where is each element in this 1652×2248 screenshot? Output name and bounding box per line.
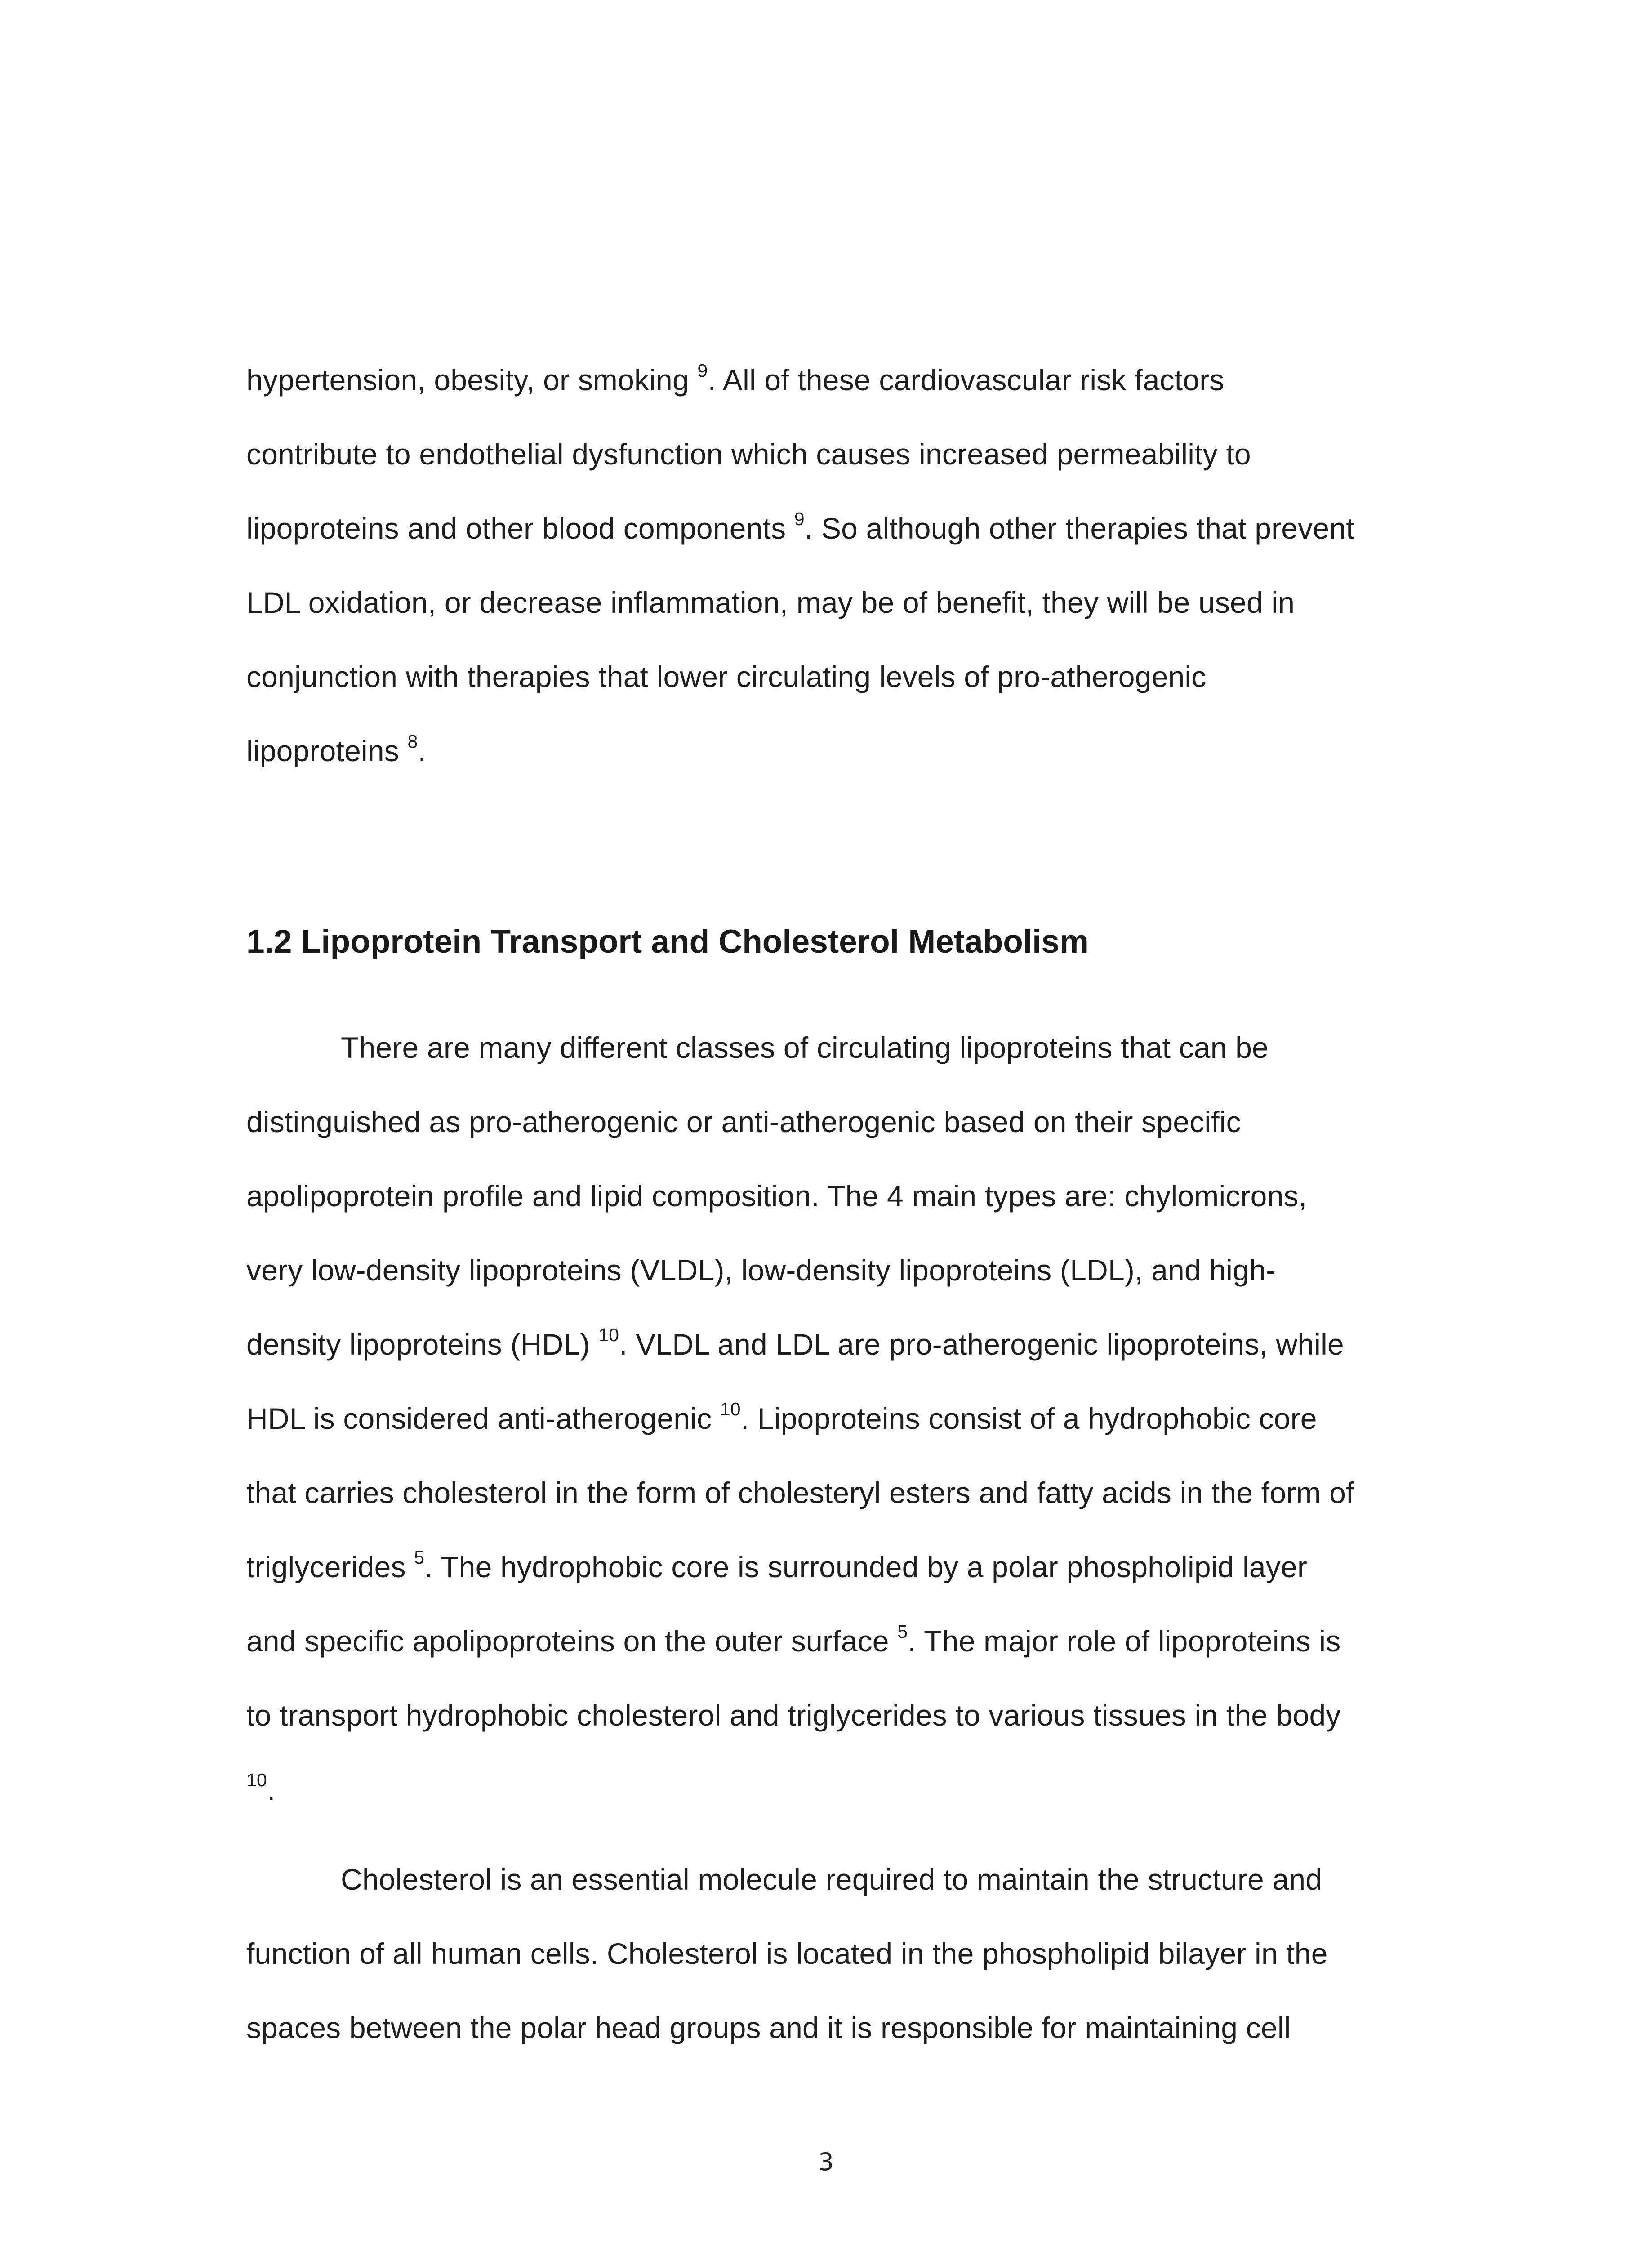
paragraph1-line2: contribute to endothelial dysfunction which causes increased permeability to [246,437,1251,471]
paragraph1-line1 [246,362,1225,398]
citation-ref: 5 [897,1621,908,1642]
text: . The major role of lipoproteins is [908,1624,1341,1658]
text: and specific apolipoproteins on the outer surface [246,1624,898,1658]
citation-ref: 8 [407,731,418,752]
citation-ref: 10 [720,1399,741,1419]
page-number: 3 [818,2148,834,2176]
citation-ref: 10 [598,1325,619,1345]
section-heading: 1.2 Lipoprotein Transport and Cholesterol Metabolism [246,923,1089,960]
text: . VLDL and LDL are pro-atherogenic lipoproteins, while [619,1328,1344,1361]
text: triglycerides [246,1550,414,1583]
paragraph3-line3: spaces between the polar head groups and it is responsible for maintaining cell [246,2011,1291,2044]
text: . [267,1773,276,1806]
text: lipoproteins [246,734,408,767]
text: hypertension, obesity, or smoking [246,363,698,397]
paragraph2-line4: very low-density lipoproteins (VLDL), low-density lipoproteins (LDL), and high- [246,1253,1276,1287]
paragraph2-line8 [246,1549,1307,1585]
citation-ref: 5 [414,1547,425,1568]
citation-ref: 9 [794,508,805,529]
text: . The hydrophobic core is surrounded by a polar phospholipid layer [424,1550,1308,1583]
paragraph2-line2: distinguished as pro-atherogenic or anti-atherogenic based on their specific [246,1105,1241,1138]
citation-ref: 9 [697,360,708,381]
text: . Lipoproteins consist of a hydrophobic core [740,1402,1317,1435]
paragraph2-line10: to transport hydrophobic cholesterol and triglycerides to various tissues in the body [246,1699,1341,1732]
text: . So although other therapies that prevent [804,512,1354,545]
citation-ref: 10 [246,1770,267,1790]
text: HDL is considered anti-atherogenic [246,1402,720,1435]
paragraph2-line1: There are many different classes of circulating lipoproteins that can be [341,1031,1269,1064]
paragraph3-line1: Cholesterol is an essential molecule required to maintain the structure and [341,1863,1322,1896]
text: lipoproteins and other blood components [246,512,794,545]
paragraph2-line9 [246,1623,1341,1659]
paragraph2-line7: that carries cholesterol in the form of cholesteryl esters and fatty acids in the form of [246,1476,1354,1509]
paragraph1-line4: LDL oxidation, or decrease inflammation, may be of benefit, they will be used in [246,586,1295,619]
paragraph2-line5 [246,1326,1344,1362]
paragraph2-line6 [246,1401,1317,1436]
paragraph3-line2: function of all human cells. Cholesterol is located in the phospholipid bilayer in the [246,1937,1328,1970]
text: . [418,734,427,767]
paragraph2-line3: apolipoprotein profile and lipid composition. The 4 main types are: chylomicrons, [246,1179,1307,1213]
text: . All of these cardiovascular risk factors [708,363,1225,397]
paragraph1-line3 [246,510,1354,546]
paragraph2-line11 [246,1771,276,1807]
text: density lipoproteins (HDL) [246,1328,599,1361]
paragraph1-line5: conjunction with therapies that lower circulating levels of pro-atherogenic [246,660,1207,693]
paragraph1-line6 [246,733,426,769]
